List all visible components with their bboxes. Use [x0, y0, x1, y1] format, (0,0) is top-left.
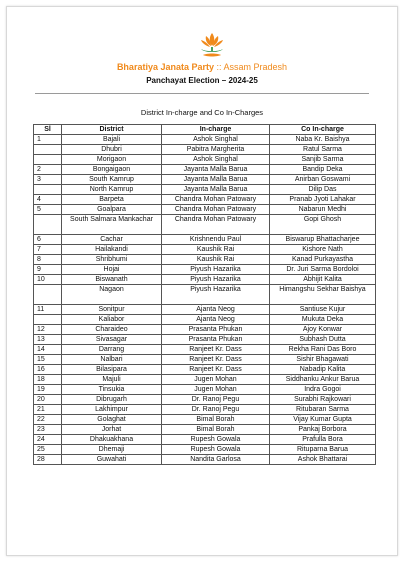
sl-cell: 12 — [34, 325, 62, 335]
sl-cell: 15 — [34, 355, 62, 365]
incharge-cell: Piyush Hazarika — [162, 275, 270, 285]
sl-cell — [34, 145, 62, 155]
district-cell: Morigaon — [62, 155, 162, 165]
incharge-cell: Ashok Singhal — [162, 155, 270, 165]
district-cell: Hojai — [62, 265, 162, 275]
sl-cell: 7 — [34, 245, 62, 255]
district-cell: Bajali — [62, 135, 162, 145]
co-incharge-cell: Vijay Kumar Gupta — [270, 415, 376, 425]
table-row — [34, 275, 376, 285]
incharge-cell: Prasanta Phukan — [162, 335, 270, 345]
sl-cell: 21 — [34, 405, 62, 415]
table-row — [34, 145, 376, 155]
table-row — [34, 385, 376, 395]
incharge-cell: Chandra Mohan Patowary — [162, 215, 270, 235]
sl-cell: 13 — [34, 335, 62, 345]
incharge-cell: Ajanta Neog — [162, 315, 270, 325]
incharge-cell: Kaushik Rai — [162, 245, 270, 255]
district-cell: Nalbari — [62, 355, 162, 365]
co-incharge-cell: Ajoy Konwar — [270, 325, 376, 335]
document-subtitle: District In-charge and Co In-Charges — [140, 108, 264, 117]
sl-cell — [34, 315, 62, 325]
co-incharge-cell: Surabhi Rajkowari — [270, 395, 376, 405]
table-row — [34, 185, 376, 195]
table-row — [34, 285, 376, 305]
party-title: Bharatiya Janata Party — [116, 62, 214, 72]
table-row — [34, 205, 376, 215]
column-header-incharge: In-charge — [162, 125, 270, 135]
table-row — [34, 165, 376, 175]
table-row — [34, 395, 376, 405]
district-cell: Kaliabor — [62, 315, 162, 325]
district-cell: Barpeta — [62, 195, 162, 205]
incharge-cell: Bimal Borah — [162, 425, 270, 435]
district-cell: Golaghat — [62, 415, 162, 425]
incharge-cell: Pabitra Margherita — [162, 145, 270, 155]
sl-cell: 11 — [34, 305, 62, 315]
table-row — [34, 425, 376, 435]
sl-cell: 6 — [34, 235, 62, 245]
incharge-cell: Chandra Mohan Patowary — [162, 205, 270, 215]
document-page — [6, 6, 398, 556]
district-cell: Tinsukia — [62, 385, 162, 395]
sl-cell: 19 — [34, 385, 62, 395]
table-row — [34, 235, 376, 245]
party-name — [7, 62, 397, 72]
sl-cell — [34, 215, 62, 235]
co-incharge-cell: Anirban Goswami — [270, 175, 376, 185]
table-row — [34, 415, 376, 425]
sl-cell: 24 — [34, 435, 62, 445]
co-incharge-cell: Nabadip Kalita — [270, 365, 376, 375]
table-row — [34, 445, 376, 455]
column-header-sl: Sl — [34, 125, 62, 135]
table-row — [34, 435, 376, 445]
district-cell: Sivasagar — [62, 335, 162, 345]
co-incharge-cell: Santiuse Kujur — [270, 305, 376, 315]
sl-cell: 14 — [34, 345, 62, 355]
incharge-cell: Prasanta Phukan — [162, 325, 270, 335]
co-incharge-cell: Himangshu Sekhar Baishya — [270, 285, 376, 305]
district-cell: Dhubri — [62, 145, 162, 155]
table-row — [34, 355, 376, 365]
co-incharge-cell: Prafulla Bora — [270, 435, 376, 445]
table-row — [34, 345, 376, 355]
co-incharge-cell: Kanad Purkayastha — [270, 255, 376, 265]
sl-cell: 9 — [34, 265, 62, 275]
incharge-cell: Dr. Ranoj Pegu — [162, 395, 270, 405]
incharge-cell: Nandita Garlosa — [162, 455, 270, 465]
district-cell: Nagaon — [62, 285, 162, 305]
table-row — [34, 265, 376, 275]
table-row — [34, 255, 376, 265]
district-cell: Lakhimpur — [62, 405, 162, 415]
sl-cell: 25 — [34, 445, 62, 455]
sl-cell: 3 — [34, 175, 62, 185]
sl-cell: 20 — [34, 395, 62, 405]
co-incharge-cell: Pankaj Borbora — [270, 425, 376, 435]
incharge-table — [33, 124, 376, 465]
incharge-cell: Krishnendu Paul — [162, 235, 270, 245]
district-cell: Dibrugarh — [62, 395, 162, 405]
incharge-cell: Rupesh Gowala — [162, 445, 270, 455]
incharge-cell: Ashok Singhal — [162, 135, 270, 145]
header-divider — [35, 93, 369, 94]
table-row — [34, 315, 376, 325]
district-cell: Charaideo — [62, 325, 162, 335]
incharge-cell: Ranjeet Kr. Dass — [162, 355, 270, 365]
co-incharge-cell: Gopi Ghosh — [270, 215, 376, 235]
table-row — [34, 305, 376, 315]
table-row — [34, 335, 376, 345]
district-cell: South Salmara Mankachar — [62, 215, 162, 235]
sl-cell: 22 — [34, 415, 62, 425]
incharge-cell: Piyush Hazarika — [162, 265, 270, 275]
sl-cell: 28 — [34, 455, 62, 465]
sl-cell — [34, 285, 62, 305]
sl-cell — [34, 155, 62, 165]
table-row — [34, 175, 376, 185]
incharge-cell: Chandra Mohan Patowary — [162, 195, 270, 205]
sl-cell — [34, 185, 62, 195]
table-row — [34, 455, 376, 465]
co-incharge-cell: Dr. Juri Sarma Bordoloi — [270, 265, 376, 275]
co-incharge-cell: Biswarup Bhattacharjee — [270, 235, 376, 245]
district-cell: Dhemaji — [62, 445, 162, 455]
sl-cell: 5 — [34, 205, 62, 215]
election-title: Panchayat Election – 2024-25 — [146, 76, 258, 85]
district-cell: Hailakandi — [62, 245, 162, 255]
incharge-cell: Jayanta Malla Barua — [162, 165, 270, 175]
table-row — [34, 135, 376, 145]
incharge-cell: Jayanta Malla Barua — [162, 185, 270, 195]
table-row — [34, 195, 376, 205]
district-cell: Cachar — [62, 235, 162, 245]
table-row — [34, 155, 376, 165]
sl-cell: 10 — [34, 275, 62, 285]
co-incharge-cell: Siddhanku Ankur Barua — [270, 375, 376, 385]
table-header-row — [34, 125, 376, 135]
co-incharge-cell: Sanjib Sarma — [270, 155, 376, 165]
district-cell: Biswanath — [62, 275, 162, 285]
co-incharge-cell: Naba Kr. Baishya — [270, 135, 376, 145]
column-header-co-incharge: Co In-charge — [270, 125, 376, 135]
co-incharge-cell: Nabarun Medhi — [270, 205, 376, 215]
co-incharge-cell: Ratul Sarma — [270, 145, 376, 155]
district-cell: South Kamrup — [62, 175, 162, 185]
table-body — [34, 135, 376, 465]
co-incharge-cell: Pranab Jyoti Lahakar — [270, 195, 376, 205]
incharge-cell: Ranjeet Kr. Dass — [162, 345, 270, 355]
district-cell: Bongaigaon — [62, 165, 162, 175]
party-state: :: Assam Pradesh — [216, 62, 288, 72]
co-incharge-cell: Ritubaran Sarma — [270, 405, 376, 415]
sl-cell: 2 — [34, 165, 62, 175]
co-incharge-cell: Mukuta Deka — [270, 315, 376, 325]
district-cell: Goalpara — [62, 205, 162, 215]
sl-cell: 16 — [34, 365, 62, 375]
co-incharge-cell: Bandip Deka — [270, 165, 376, 175]
district-cell: North Kamrup — [62, 185, 162, 195]
incharge-cell: Kaushik Rai — [162, 255, 270, 265]
incharge-cell: Jayanta Malla Barua — [162, 175, 270, 185]
co-incharge-cell: Kishore Nath — [270, 245, 376, 255]
table-row — [34, 375, 376, 385]
district-cell: Sonitpur — [62, 305, 162, 315]
co-incharge-cell: Rekha Rani Das Boro — [270, 345, 376, 355]
sl-cell: 18 — [34, 375, 62, 385]
co-incharge-cell: Rituparna Barua — [270, 445, 376, 455]
table-row — [34, 325, 376, 335]
incharge-cell: Jugen Mohan — [162, 385, 270, 395]
sl-cell: 23 — [34, 425, 62, 435]
incharge-cell: Piyush Hazarika — [162, 285, 270, 305]
co-incharge-cell: Ashok Bhattarai — [270, 455, 376, 465]
table-row — [34, 365, 376, 375]
district-cell: Shribhumi — [62, 255, 162, 265]
district-cell: Bilasipara — [62, 365, 162, 375]
incharge-cell: Ajanta Neog — [162, 305, 270, 315]
co-incharge-cell: Indra Gogoi — [270, 385, 376, 395]
district-cell: Majuli — [62, 375, 162, 385]
incharge-cell: Rupesh Gowala — [162, 435, 270, 445]
column-header-district: District — [62, 125, 162, 135]
co-incharge-cell: Sishir Bhagawati — [270, 355, 376, 365]
sl-cell: 1 — [34, 135, 62, 145]
district-cell: Guwahati — [62, 455, 162, 465]
co-incharge-cell: Dilip Das — [270, 185, 376, 195]
incharge-cell: Jugen Mohan — [162, 375, 270, 385]
incharge-cell: Ranjeet Kr. Dass — [162, 365, 270, 375]
co-incharge-cell: Subhash Dutta — [270, 335, 376, 345]
district-cell: Jorhat — [62, 425, 162, 435]
sl-cell: 4 — [34, 195, 62, 205]
district-cell: Darrang — [62, 345, 162, 355]
table-row — [34, 405, 376, 415]
table-row — [34, 245, 376, 255]
co-incharge-cell: Abhijit Kalita — [270, 275, 376, 285]
district-cell: Dhakuakhana — [62, 435, 162, 445]
lotus-icon — [197, 31, 227, 59]
sl-cell: 8 — [34, 255, 62, 265]
table-row — [34, 215, 376, 235]
incharge-cell: Dr. Ranoj Pegu — [162, 405, 270, 415]
incharge-cell: Bimal Borah — [162, 415, 270, 425]
